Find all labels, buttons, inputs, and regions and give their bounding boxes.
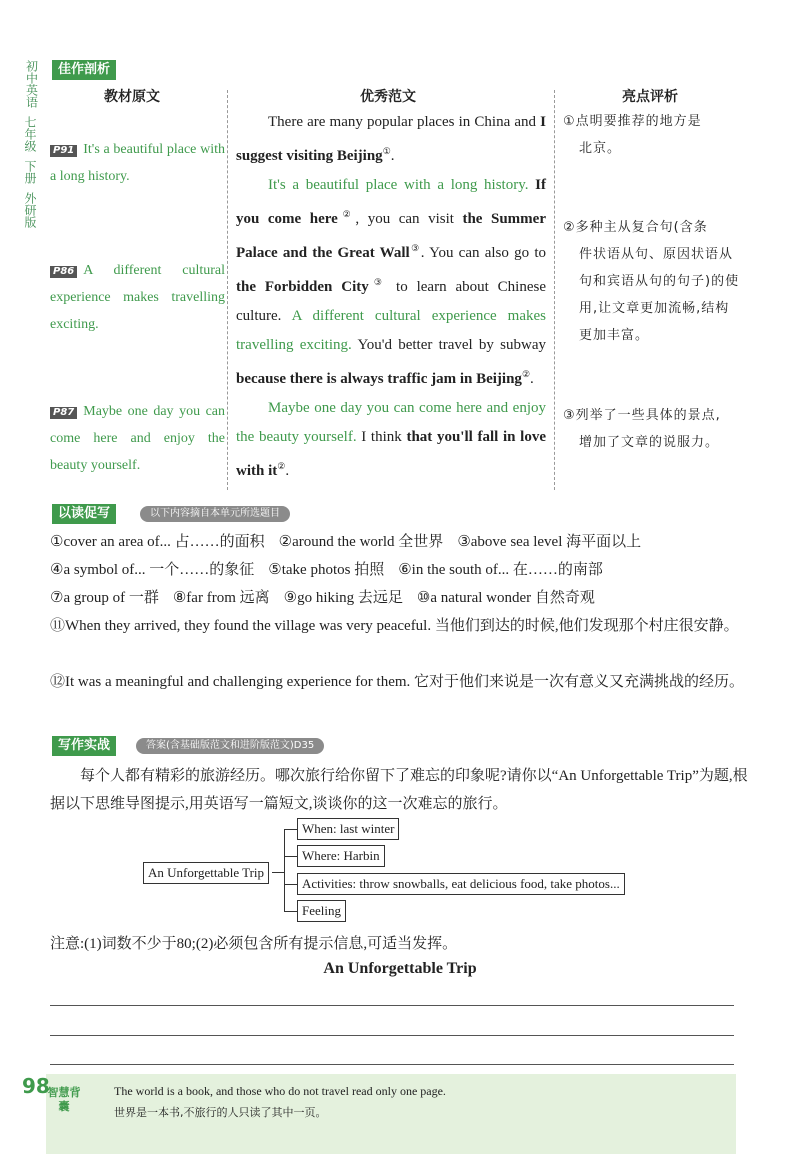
mind-map-root: An Unforgettable Trip: [143, 862, 269, 884]
comment-3: ③列举了一些具体的景点, 增加了文章的说服力。: [563, 408, 721, 450]
mind-map-node-activities: Activities: throw snowballs, eat delicious food, take photos...: [297, 873, 625, 895]
writing-line: [50, 1064, 734, 1065]
column-divider: [554, 90, 555, 490]
original-sentence-2: P86 A different cultural experience makes travelling exciting.: [50, 263, 225, 332]
section-subtag-reading: 以下内容摘自本单元所选题目: [140, 506, 290, 522]
side-tab-subject: 初中英语: [24, 60, 39, 108]
phrase-sentence-12: ⑫It was a meaningful and challenging experience for them. 它对于他们来说是一次有意义又充满挑战的经历。: [50, 674, 745, 690]
section-subtag-writing: 答案(含基础版范文和进阶版范文)D35: [136, 738, 324, 754]
quote-chinese: 世界是一本书,不旅行的人只读了其中一页。: [114, 1106, 327, 1119]
section-tag-writing: 写作实战: [52, 736, 116, 756]
writing-note: 注意:(1)词数不少于80;(2)必须包含所有提示信息,可适当发挥。: [50, 936, 458, 952]
page-badge: P87: [50, 407, 77, 419]
mind-map-connector: [284, 856, 297, 857]
mind-map-connector: [284, 829, 285, 911]
mind-map-node-feeling: Feeling: [297, 900, 346, 922]
sample-paragraph-2: It's a beautiful place with a long history. If you come here②, you can visit the Summer Palace and the Great Wall③. You can also go to the Forbidden City③ to learn about Chinese culture. A different cultural experience makes travelling exciting. You'd better travel by subway because there is always traffic jam in Beijing②.: [236, 177, 547, 387]
section-tag-analysis: 佳作剖析: [52, 60, 116, 80]
phrase-line-2: ④a symbol of... 一个……的象征 ⑤take photos 拍照 ⑥in the south of... 在……的南部: [50, 562, 603, 578]
page-number: 98: [22, 1074, 50, 1098]
sample-paragraph-3: Maybe one day you can come here and enjoy the beauty yourself. I think that you'll fall in love with it②.: [236, 400, 547, 479]
section-tag-reading: 以读促写: [52, 504, 116, 524]
quote-english: The world is a book, and those who do not travel read only one page.: [114, 1084, 446, 1098]
original-sentence-3: P87 Maybe one day you can come here and enjoy the beauty yourself.: [50, 404, 225, 473]
column-header-comment: 亮点评析: [622, 89, 678, 105]
comment-2: ②多种主从复合句(含条 件状语从句、原因状语从句和宾语从句的句子)的使用,让文章更加流畅,结构更加丰富。: [563, 220, 740, 343]
mind-map-connector: [284, 884, 297, 885]
phrase-line-3: ⑦a group of 一群 ⑧far from 远离 ⑨go hiking 去远足 ⑩a natural wonder 自然奇观: [50, 590, 595, 606]
phrase-sentence-11: ⑪When they arrived, they found the village was very peaceful. 当他们到达的时候,他们发现那个村庄很安静。: [50, 618, 739, 634]
mind-map-connector: [272, 872, 284, 873]
column-divider: [227, 90, 228, 490]
sample-essay: [236, 108, 546, 486]
original-sentence-1: P91 It's a beautiful place with a long history.: [50, 142, 225, 184]
sample-paragraph-1: There are many popular places in China and I suggest visiting Beijing①.: [236, 114, 546, 164]
page-badge: P86: [50, 266, 77, 278]
side-tab: [22, 60, 40, 236]
mind-map-node-when: When: last winter: [297, 818, 399, 840]
mind-map-connector: [284, 829, 297, 830]
essay-title: An Unforgettable Trip: [323, 960, 477, 977]
writing-prompt: 每个人都有精彩的旅游经历。哪次旅行给你留下了难忘的印象呢?请你以“An Unforgettable Trip”为题,根据以下思维导图提示,用英语写一篇短文,谈谈你的这一次难忘的旅行。: [50, 768, 748, 812]
side-tab-volume: 下册: [23, 160, 37, 184]
writing-line: [50, 1005, 734, 1006]
page-badge: P91: [50, 145, 77, 157]
mind-map-node-where: Where: Harbin: [297, 845, 385, 867]
column-header-sample: 优秀范文: [360, 89, 416, 105]
comment-1: ①点明要推荐的地方是 北京。: [563, 114, 702, 156]
column-header-original: 教材原文: [104, 89, 160, 105]
mind-map-connector: [284, 911, 297, 912]
phrase-line-1: ①cover an area of... 占……的面积 ②around the world 全世界 ③above sea level 海平面以上: [50, 534, 642, 550]
side-tab-edition: 外研版: [23, 192, 37, 228]
side-tab-grade: 七年级: [23, 116, 37, 152]
writing-line: [50, 1035, 734, 1036]
wisdom-label: 智慧背囊: [47, 1086, 81, 1113]
